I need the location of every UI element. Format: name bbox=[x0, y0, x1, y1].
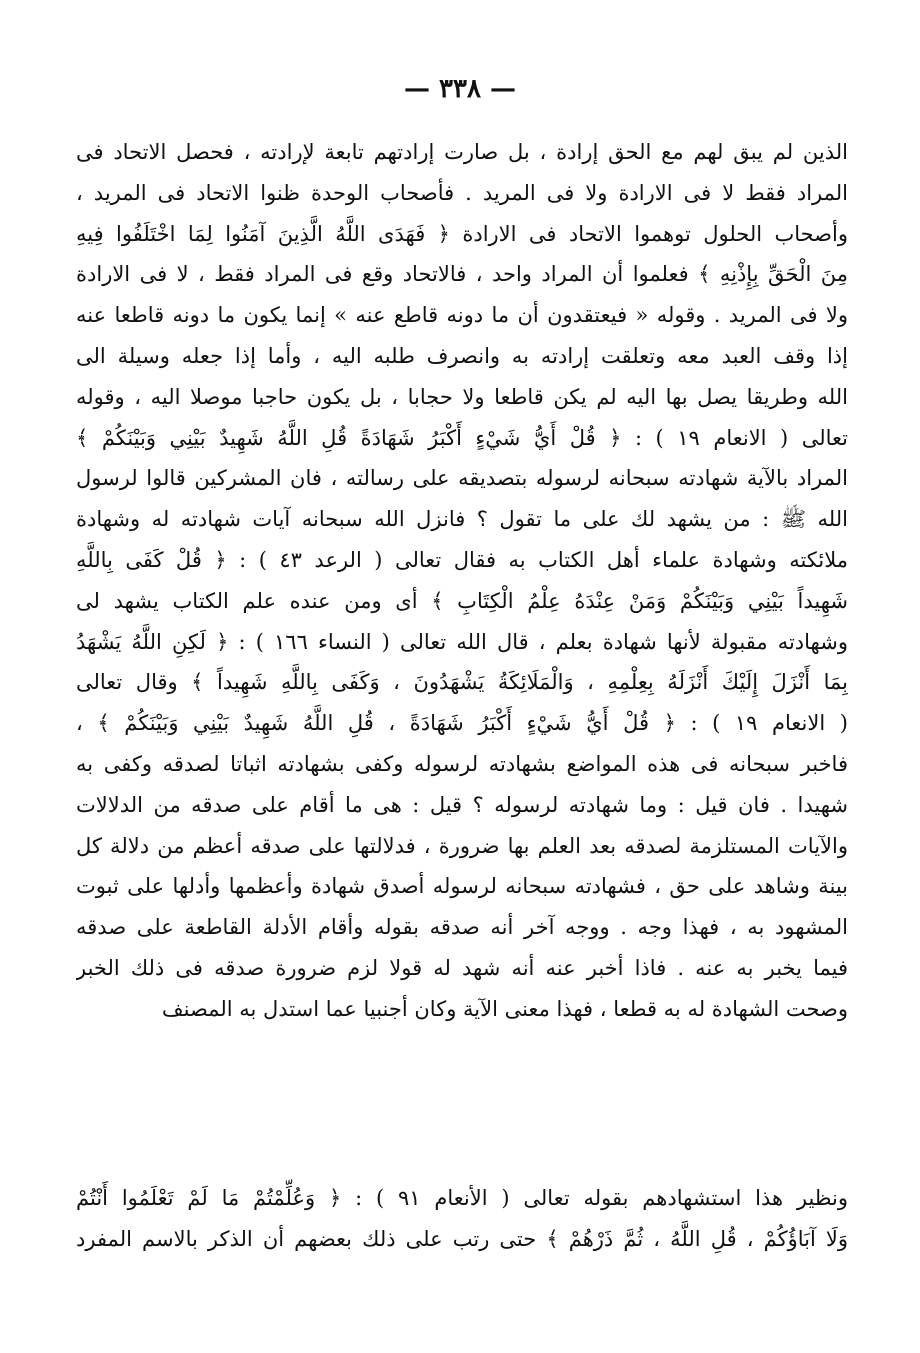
text-line: فاخبر سبحانه فى هذه المواضع بشهادته لرسوله وكفى بشهادته اثباتا لصدقه وكفى به bbox=[76, 751, 848, 776]
text-line: بِمَا أَنْزَلَ إِلَيْكَ أَنْزَلَهُ بِعِلْمِهِ ، وَالْمَلَائِكَةُ يَشْهَدُونَ ، وَكَفَى بِاللَّهِ شَهِيداً ﴾ وقال تعالى bbox=[76, 670, 848, 695]
text-line: المراد فقط لا فى الارادة ولا فى المريد . فأصحاب الوحدة ظنوا الاتحاد فى المريد ، bbox=[76, 180, 848, 205]
text-line: وشهادته مقبولة لأنها شهادة بعلم ، قال الله تعالى ( النساء ١٦٦ ) : ﴿ لَكِنِ اللَّهُ يَشْهَدُ bbox=[76, 629, 848, 654]
text-line: ملائكته وشهادة علماء أهل الكتاب به فقال تعالى ( الرعد ٤٣ ) : ﴿ قُلْ كَفَى بِاللَّهِ bbox=[76, 547, 848, 572]
text-line: والآيات المستلزمة لصدقه بعد العلم بها ضرورة ، فدلالتها على صدقه أعظم من دلالة كل bbox=[76, 833, 848, 858]
text-line: وأصحاب الحلول توهموا الاتحاد فى الارادة ﴿ فَهَدَى اللَّهُ الَّذِينَ آمَنُوا لِمَا اخْتَلَفُوا فِيهِ bbox=[76, 221, 848, 246]
paragraph-main bbox=[76, 132, 848, 1030]
text-line: وصحت الشهادة له به قطعا ، فهذا معنى الآية وكان أجنبيا عما استدل به المصنف bbox=[161, 996, 848, 1021]
text-line: تعالى ( الانعام ١٩ ) : ﴿ قُلْ أَيُّ شَيْءٍ أَكْبَرُ شَهَادَةً قُلِ اللَّهُ شَهِيدٌ بَيْنِي وَبَيْنَكُمْ ﴾ bbox=[76, 425, 848, 450]
text-line: شَهِيداً بَيْنِي وَبَيْنَكُمْ وَمَنْ عِنْدَهُ عِلْمُ الْكِتَابِ ﴾ أى ومن عنده علم الكتاب يشهد لى bbox=[76, 588, 848, 613]
text-line: مِنَ الْحَقِّ بِإِذْنِهِ ﴾ فعلموا أن المراد واحد ، فالاتحاد وقع فى المراد فقط ، لا فى الارادة bbox=[76, 262, 848, 287]
text-line: ( الانعام ١٩ ) : ﴿ قُلْ أَيُّ شَيْءٍ أَكْبَرُ شَهَادَةً ، قُلِ اللَّهُ شَهِيدٌ بَيْنِي وَبَيْنَكُمْ ﴾ ، bbox=[76, 711, 848, 736]
text-line: شهيدا . فان قيل : وما شهادته لرسوله ؟ قيل : هى ما أقام على صدقه من الدلالات bbox=[76, 792, 848, 817]
text-line: الله وطريقا يصل بها اليه لم يكن قاطعا ولا حجابا ، بل يكون حاجبا موصلا اليه ، وقوله bbox=[76, 384, 848, 409]
text-line: بينة وشاهد على حق ، فشهادته سبحانه لرسوله أصدق شهادة وأعظمها وأدلها على ثبوت bbox=[76, 874, 848, 899]
text-line: ونظير هذا استشهادهم بقوله تعالى ( الأنعام ٩١ ) : ﴿ وَعُلِّمْتُمْ مَا لَمْ تَعْلَمُوا أَنْتُمْ bbox=[76, 1186, 848, 1210]
text-line: وَلَا آبَاؤُكُمْ ، قُلِ اللَّهُ ، ثُمَّ ذَرْهُمْ ﴾ حتى رتب على ذلك بعضهم أن الذكر بالاسم المفرد bbox=[76, 1226, 848, 1251]
text-line: ولا فى المريد . وقوله « فيعتقدون أن ما دونه قاطع عنه » إنما يكون ما دونه قاطعا عنه bbox=[76, 303, 848, 328]
text-line: الذين لم يبق لهم مع الحق إرادة ، بل صارت إرادتهم تابعة لإرادته ، فحصل الاتحاد فى bbox=[76, 140, 848, 164]
paragraph-continuation bbox=[76, 1178, 848, 1260]
text-line: المشهود به ، فهذا وجه . ووجه آخر أنه صدقه بقوله وأقام الأدلة القاطعة على صدقه bbox=[76, 915, 848, 940]
text-line: المراد بالآية شهادته سبحانه لرسوله بتصديقه على رسالته ، فان المشركين قالوا لرسول bbox=[76, 466, 848, 491]
page-number: — ٣٣٨ — bbox=[403, 74, 517, 104]
text-line: فيما يخبر به عنه . فاذا أخبر عنه أنه شهد له قولا لزم ضرورة صدقه فى ذلك الخبر bbox=[76, 955, 848, 980]
text-line: الله ﷺ : من يشهد لك على ما تقول ؟ فانزل الله سبحانه آيات شهادته له وشهادة bbox=[76, 507, 848, 532]
text-line: إذا وقف العبد معه وتعلقت إرادته به وانصرف طلبه اليه ، وأما إذا جعله وسيلة الى bbox=[76, 343, 848, 368]
